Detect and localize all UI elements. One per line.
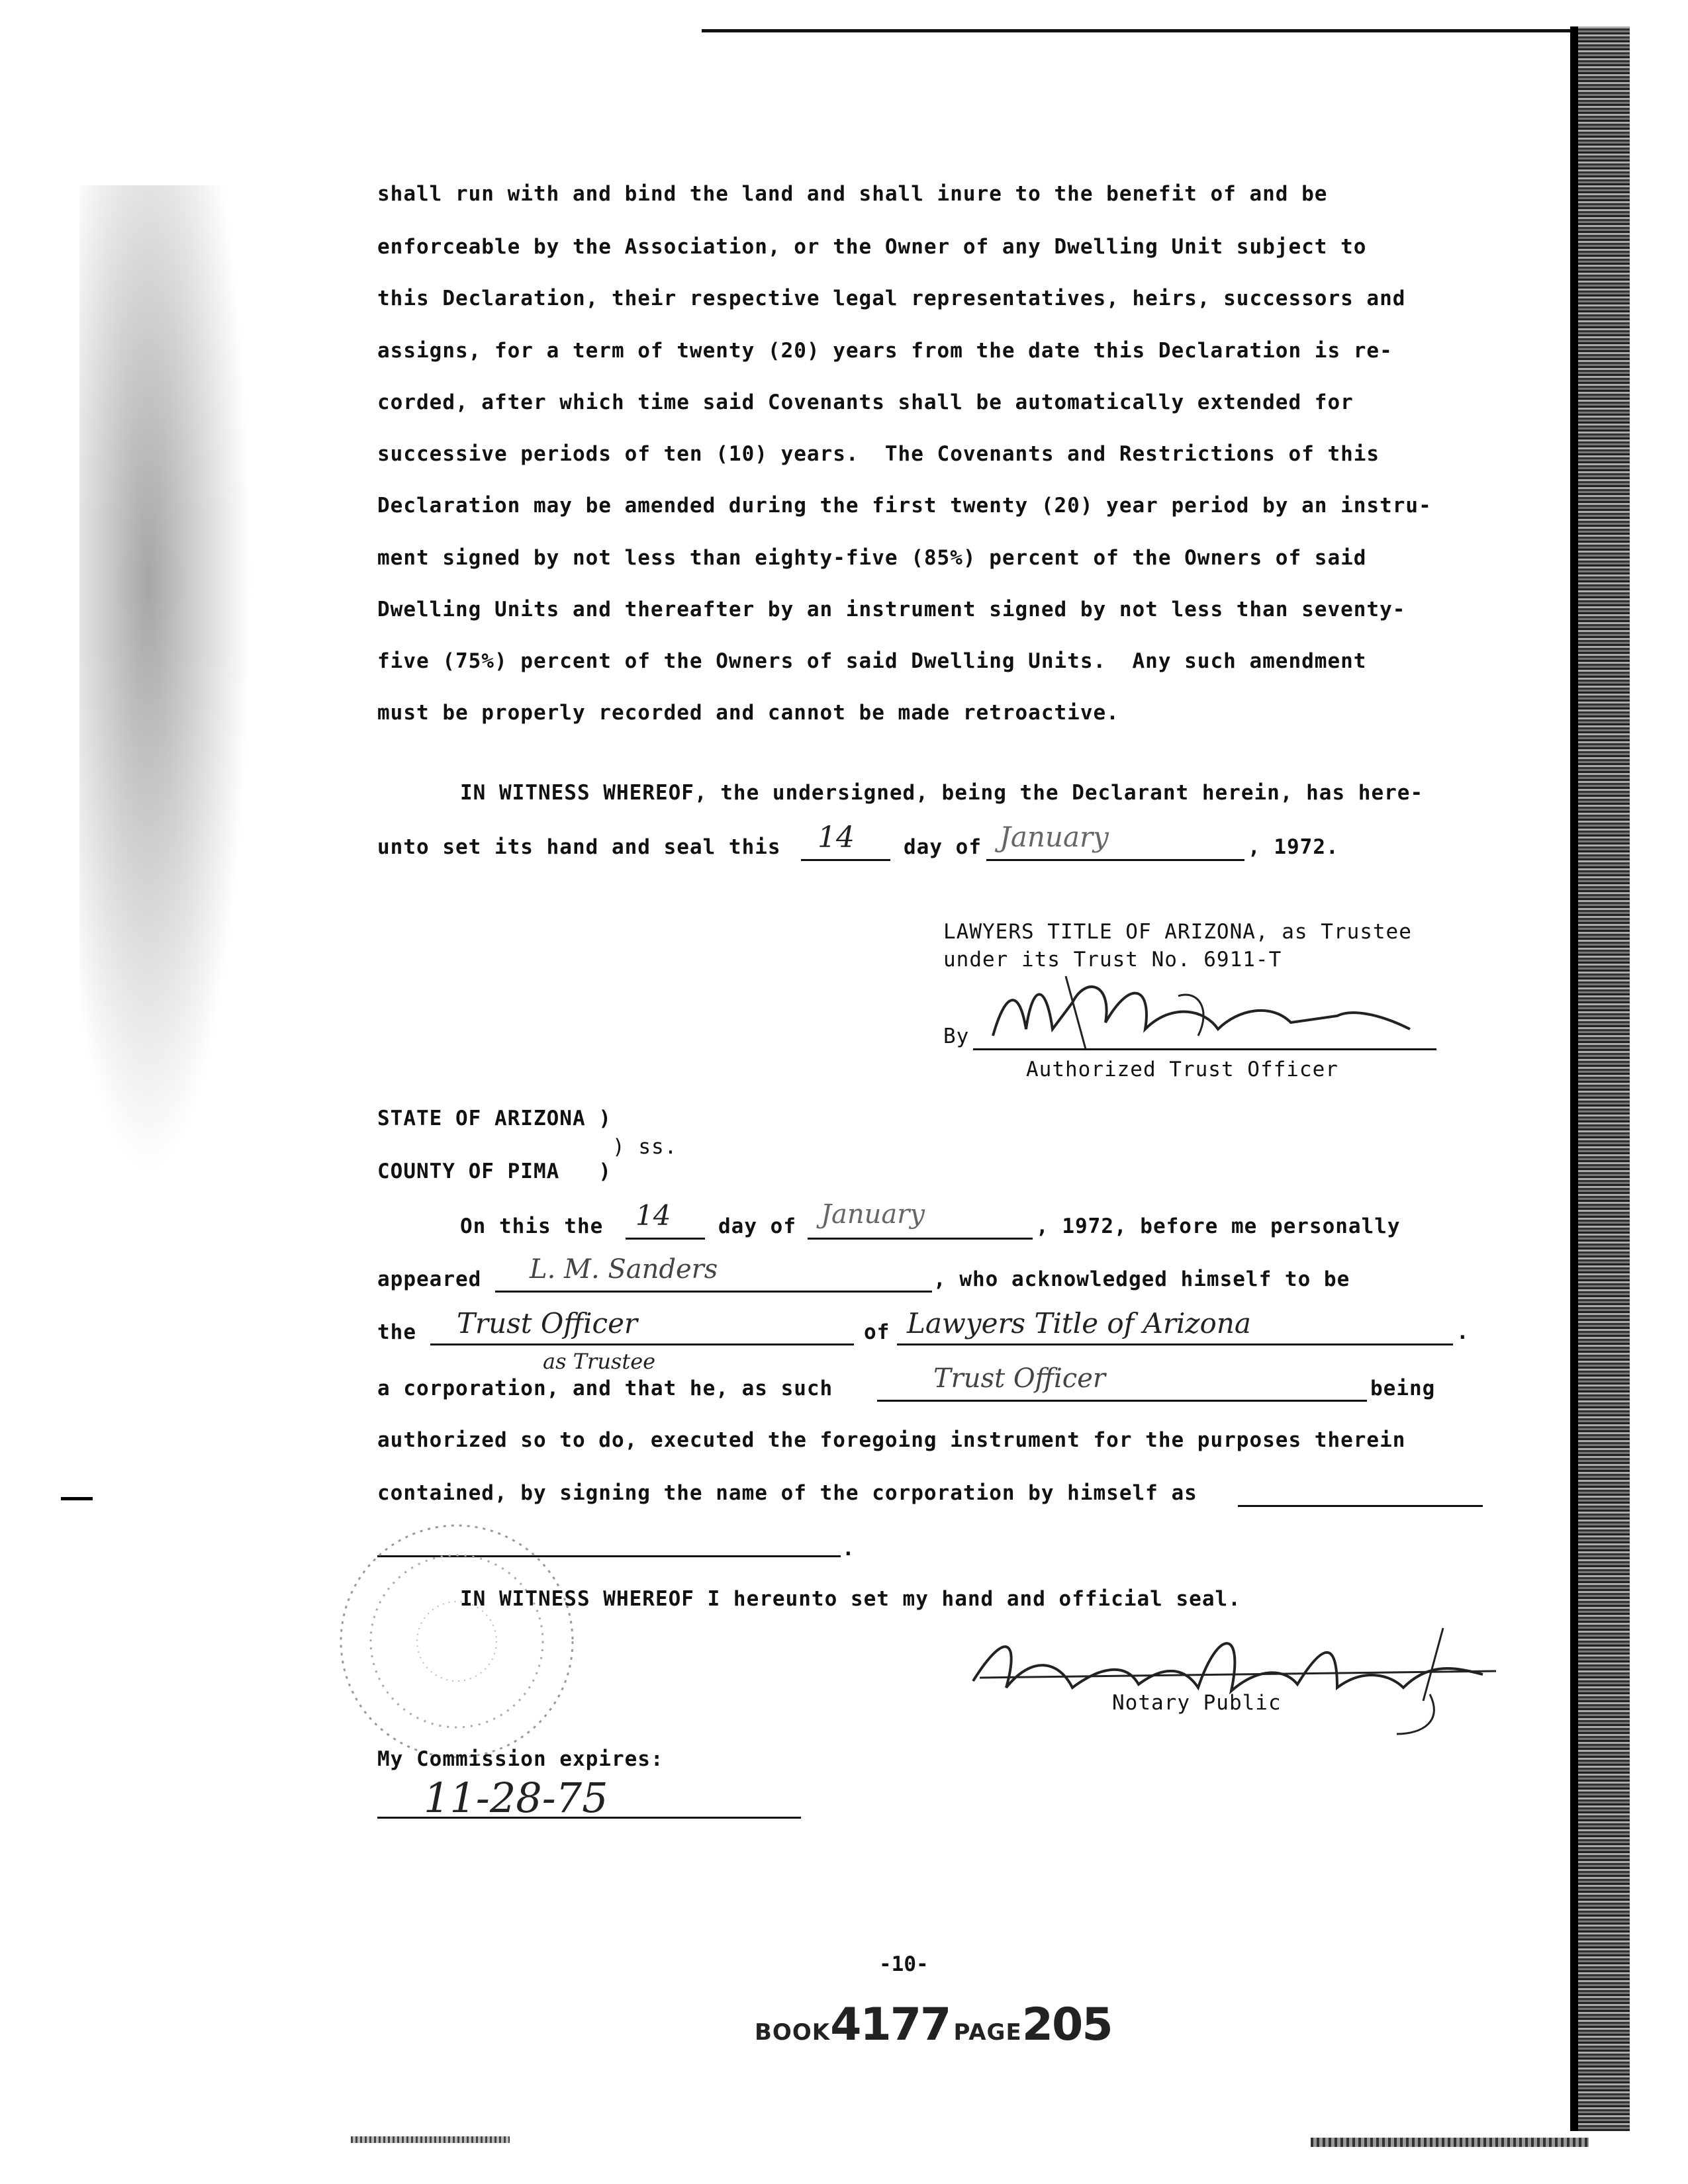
scan-smudge xyxy=(1311,2138,1589,2147)
scan-edge-top xyxy=(702,29,1582,32)
venue-ss: ) ss. xyxy=(612,1135,678,1159)
authorized-officer-label: Authorized Trust Officer xyxy=(1026,1058,1338,1081)
body-line: ment signed by not less than eighty-five (85%) percent of the Owners of said xyxy=(377,546,1367,570)
ack-such-value: Trust Officer xyxy=(933,1363,1105,1394)
ack-year: , 1972, before me personally xyxy=(1036,1214,1401,1238)
ack-comma: . xyxy=(1456,1320,1470,1344)
commission-label: My Commission expires: xyxy=(377,1747,664,1771)
binding-mark xyxy=(61,1497,93,1500)
ack-day-value: 14 xyxy=(635,1199,671,1232)
trust-number: under its Trust No. 6911-T xyxy=(943,948,1282,972)
venue-county: COUNTY OF PIMA ) xyxy=(377,1160,612,1183)
scan-smudge xyxy=(351,2136,510,2143)
ack-corporation: a corporation, and that he, as such xyxy=(377,1377,833,1400)
notary-signature xyxy=(966,1602,1509,1747)
scan-edge-right xyxy=(1577,26,1630,2131)
ack-month-value: January xyxy=(821,1199,925,1230)
body-line: five (75%) percent of the Owners of said Dwelling Units. Any such amendment xyxy=(377,649,1367,673)
ack-the: the xyxy=(377,1320,416,1344)
body-line: Dwelling Units and thereafter by an instrument signed by not less than seventy- xyxy=(377,598,1406,621)
body-line: must be properly recorded and cannot be made retroactive. xyxy=(377,701,1119,725)
witness-line-1: IN WITNESS WHEREOF, the undersigned, being the Declarant herein, has here- xyxy=(460,781,1424,805)
witness-line-2: unto set its hand and seal this xyxy=(377,835,781,859)
body-line: successive periods of ten (10) years. The Covenants and Restrictions of this xyxy=(377,442,1380,466)
ack-being: being xyxy=(1370,1377,1436,1400)
ack-company-blank xyxy=(897,1343,1453,1345)
ack-as-trustee-value: as Trustee xyxy=(543,1349,656,1374)
ack-acknowledged: , who acknowledged himself to be xyxy=(933,1267,1350,1291)
ack-title-value: Trust Officer xyxy=(457,1307,637,1340)
book-number: 4177 xyxy=(830,1999,951,2051)
ack-period: . xyxy=(842,1537,855,1561)
ack-month-blank xyxy=(808,1238,1033,1240)
witness-month-value: January xyxy=(1000,821,1109,853)
page-number: -10- xyxy=(879,1952,929,1976)
ack-appeared-value: L. M. Sanders xyxy=(530,1254,718,1285)
ack-appeared: appeared xyxy=(377,1267,482,1291)
month-blank xyxy=(986,859,1244,861)
ack-title-blank xyxy=(430,1343,854,1345)
trustee-name: LAWYERS TITLE OF ARIZONA, as Trustee xyxy=(943,920,1412,944)
ack-day-of: day of xyxy=(718,1214,796,1238)
body-line: Declaration may be amended during the first twenty (20) year period by an instru- xyxy=(377,494,1432,518)
recording-stamp xyxy=(755,1999,1112,2051)
ack-contained: contained, by signing the name of the corporation by himself as xyxy=(377,1481,1197,1505)
day-of-label: day of xyxy=(904,835,982,859)
commission-expires-value: 11-28-75 xyxy=(424,1774,608,1822)
body-line: enforceable by the Association, or the Owner of any Dwelling Unit subject to xyxy=(377,235,1367,259)
witness-day-value: 14 xyxy=(818,821,855,854)
notary-public-label: Notary Public xyxy=(1112,1691,1282,1715)
trust-officer-signature xyxy=(980,963,1443,1062)
body-line: corded, after which time said Covenants shall be automatically extended for xyxy=(377,390,1354,414)
notary-seal xyxy=(318,1509,583,1760)
ack-day-blank xyxy=(626,1238,705,1240)
venue-state: STATE OF ARIZONA ) xyxy=(377,1107,612,1130)
scan-edge-right-line xyxy=(1570,26,1578,2131)
ack-company-value: Lawyers Title of Arizona xyxy=(907,1307,1251,1340)
ack-of: of xyxy=(864,1320,890,1344)
ack-appeared-blank xyxy=(495,1291,932,1293)
body-line: this Declaration, their respective legal representatives, heirs, successors and xyxy=(377,287,1406,310)
scan-shadow-left xyxy=(79,185,252,1178)
day-blank xyxy=(801,859,890,861)
body-line: assigns, for a term of twenty (20) years from the date this Declaration is re- xyxy=(377,339,1393,363)
notary-witness: IN WITNESS WHEREOF I hereunto set my hand and official seal. xyxy=(460,1587,1241,1611)
by-label: By xyxy=(943,1024,970,1048)
ack-such-blank xyxy=(877,1400,1367,1402)
ack-on-this: On this the xyxy=(460,1214,604,1238)
body-line: shall run with and bind the land and shall inure to the benefit of and be xyxy=(377,182,1328,206)
page-label: PAGE xyxy=(953,2019,1022,2046)
page-number-stamp: 205 xyxy=(1021,1999,1112,2051)
ack-authorized: authorized so to do, executed the foregoing instrument for the purposes therein xyxy=(377,1428,1406,1452)
ack-as-blank xyxy=(1238,1505,1483,1507)
book-label: BOOK xyxy=(755,2019,831,2046)
witness-year: , 1972. xyxy=(1248,835,1339,859)
